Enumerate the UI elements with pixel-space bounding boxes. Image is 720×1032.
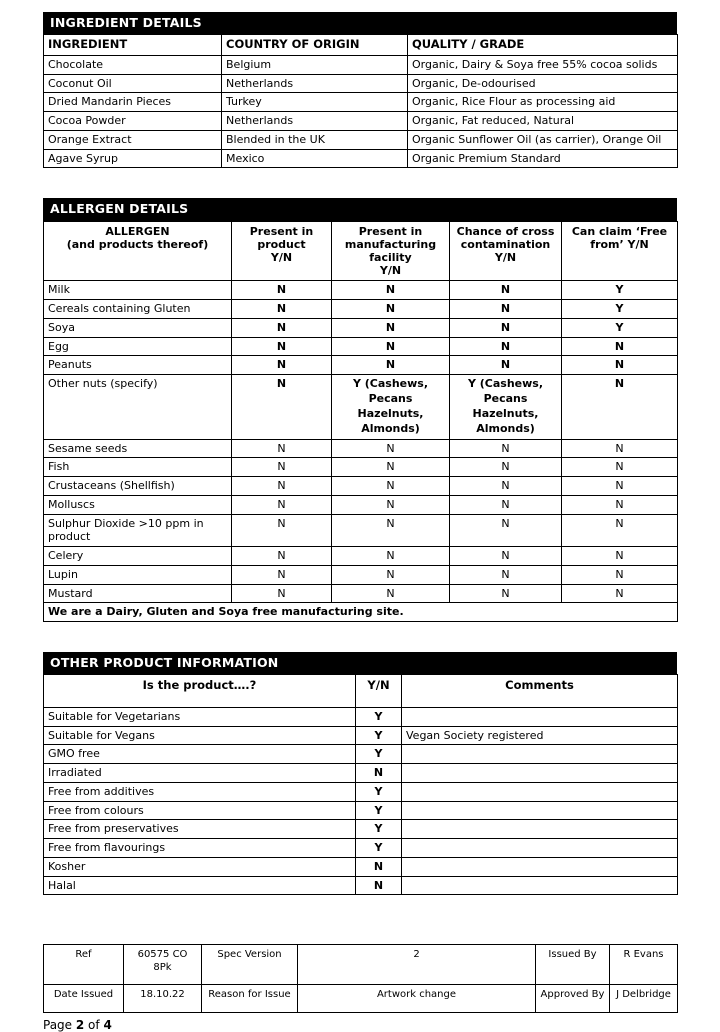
ingredient-details-banner: INGREDIENT DETAILS <box>43 12 677 34</box>
allergen-present-in-product: N <box>232 514 332 547</box>
table-row <box>44 820 678 839</box>
col-header-comments: Comments <box>402 675 678 707</box>
allergen-present-in-product: N <box>232 584 332 603</box>
allergen-present-in-facility: N <box>332 300 450 319</box>
table-row <box>44 149 678 168</box>
allergen-present-in-facility: N <box>332 477 450 496</box>
page-number <box>43 1013 677 1032</box>
allergen-name: Milk <box>44 281 232 300</box>
allergen-present-in-product: N <box>232 495 332 514</box>
allergen-present-in-product: N <box>232 356 332 375</box>
product-answer-yn: Y <box>356 820 402 839</box>
allergen-present-in-product: N <box>232 318 332 337</box>
allergen-free-from-claim: Y <box>562 281 678 300</box>
product-answer-yn: Y <box>356 726 402 745</box>
allergen-present-in-facility: N <box>332 439 450 458</box>
product-comment <box>402 707 678 726</box>
ingredient-quality: Organic Sunflower Oil (as carrier), Orange Oil <box>408 130 678 149</box>
allergen-present-in-facility: N <box>332 458 450 477</box>
footer-approved-by-value: J Delbridge <box>610 985 678 1013</box>
table-row <box>44 477 678 496</box>
ingredient-name: Agave Syrup <box>44 149 222 168</box>
page-number-prefix: Page <box>43 1017 76 1032</box>
table-row <box>44 281 678 300</box>
allergen-free-from-claim: N <box>562 565 678 584</box>
table-row <box>44 318 678 337</box>
allergen-present-in-facility: Y (Cashews, Pecans Hazelnuts, Almonds) <box>332 375 450 439</box>
allergen-present-in-facility: N <box>332 495 450 514</box>
product-comment <box>402 782 678 801</box>
allergen-cross-contamination: N <box>450 477 562 496</box>
allergen-site-note: We are a Dairy, Gluten and Soya free manufacturing site. <box>44 603 678 622</box>
table-row <box>44 726 678 745</box>
ingredient-quality: Organic, Fat reduced, Natural <box>408 112 678 131</box>
section-spacer-1 <box>43 168 677 198</box>
col-header-quality: QUALITY / GRADE <box>408 35 678 55</box>
allergen-free-from-claim: N <box>562 514 678 547</box>
allergen-name: Cereals containing Gluten <box>44 300 232 319</box>
product-comment <box>402 820 678 839</box>
allergen-free-from-claim: N <box>562 458 678 477</box>
footer-issued-by-value: R Evans <box>610 945 678 985</box>
allergen-name: Crustaceans (Shellfish) <box>44 477 232 496</box>
ingredient-name: Orange Extract <box>44 130 222 149</box>
allergen-present-in-product: N <box>232 547 332 566</box>
table-row <box>44 375 678 439</box>
product-question: Kosher <box>44 857 356 876</box>
table-row <box>44 458 678 477</box>
table-row <box>44 74 678 93</box>
footer-spec-version-value: 2 <box>298 945 536 985</box>
product-comment <box>402 764 678 783</box>
allergen-note-row <box>44 603 678 622</box>
ingredient-name: Coconut Oil <box>44 74 222 93</box>
allergen-cross-contamination: N <box>450 318 562 337</box>
allergen-name: Mustard <box>44 584 232 603</box>
allergen-cross-contamination: N <box>450 565 562 584</box>
table-header-row <box>44 35 678 55</box>
top-spacer <box>43 0 677 12</box>
allergen-name: Molluscs <box>44 495 232 514</box>
allergen-free-from-claim: N <box>562 477 678 496</box>
product-question: Free from colours <box>44 801 356 820</box>
ingredient-country: Mexico <box>222 149 408 168</box>
allergen-free-from-claim: N <box>562 375 678 439</box>
product-question: Halal <box>44 876 356 895</box>
document-footer <box>43 944 677 1032</box>
ingredient-quality: Organic, De-odourised <box>408 74 678 93</box>
allergen-details-table <box>43 221 678 622</box>
ingredient-details-table <box>43 34 678 168</box>
col-header-ingredient: INGREDIENT <box>44 35 222 55</box>
allergen-cross-contamination: N <box>450 281 562 300</box>
product-question: Free from flavourings <box>44 839 356 858</box>
allergen-free-from-claim: N <box>562 356 678 375</box>
allergen-name: Sulphur Dioxide >10 ppm in product <box>44 514 232 547</box>
footer-spec-version-label: Spec Version <box>202 945 298 985</box>
allergen-name: Other nuts (specify) <box>44 375 232 439</box>
allergen-name: Lupin <box>44 565 232 584</box>
page-number-middle: of <box>84 1017 104 1032</box>
product-comment <box>402 801 678 820</box>
footer-ref-label: Ref <box>44 945 124 985</box>
allergen-present-in-facility: N <box>332 584 450 603</box>
table-header-row <box>44 221 678 281</box>
ingredient-name: Dried Mandarin Pieces <box>44 93 222 112</box>
allergen-present-in-product: N <box>232 281 332 300</box>
other-product-information-banner: OTHER PRODUCT INFORMATION <box>43 652 677 674</box>
other-product-information-table <box>43 674 678 895</box>
allergen-cross-contamination: N <box>450 300 562 319</box>
product-comment <box>402 745 678 764</box>
allergen-free-from-claim: N <box>562 337 678 356</box>
allergen-present-in-product: N <box>232 458 332 477</box>
product-comment: Vegan Society registered <box>402 726 678 745</box>
table-row <box>44 495 678 514</box>
table-row <box>44 565 678 584</box>
product-question: Suitable for Vegetarians <box>44 707 356 726</box>
product-comment <box>402 876 678 895</box>
allergen-present-in-facility: N <box>332 356 450 375</box>
allergen-name: Soya <box>44 318 232 337</box>
allergen-present-in-product: N <box>232 477 332 496</box>
ingredient-quality: Organic Premium Standard <box>408 149 678 168</box>
ingredient-quality: Organic, Dairy & Soya free 55% cocoa solids <box>408 55 678 74</box>
product-answer-yn: N <box>356 764 402 783</box>
table-row <box>44 112 678 131</box>
table-row <box>44 707 678 726</box>
footer-date-issued-value: 18.10.22 <box>124 985 202 1013</box>
ingredient-country: Netherlands <box>222 112 408 131</box>
allergen-details-banner: ALLERGEN DETAILS <box>43 198 677 220</box>
allergen-cross-contamination: N <box>450 356 562 375</box>
allergen-cross-contamination: N <box>450 439 562 458</box>
allergen-free-from-claim: N <box>562 495 678 514</box>
footer-approved-by-label: Approved By <box>536 985 610 1013</box>
product-question: GMO free <box>44 745 356 764</box>
ingredient-name: Chocolate <box>44 55 222 74</box>
ingredient-country: Belgium <box>222 55 408 74</box>
document-page <box>43 0 677 895</box>
footer-date-issued-label: Date Issued <box>44 985 124 1013</box>
allergen-cross-contamination: N <box>450 547 562 566</box>
allergen-present-in-product: N <box>232 300 332 319</box>
table-row <box>44 745 678 764</box>
allergen-free-from-claim: N <box>562 439 678 458</box>
product-question: Irradiated <box>44 764 356 783</box>
table-row <box>44 782 678 801</box>
table-row <box>44 857 678 876</box>
col-header-yn: Y/N <box>356 675 402 707</box>
allergen-present-in-product: N <box>232 375 332 439</box>
product-question: Suitable for Vegans <box>44 726 356 745</box>
allergen-free-from-claim: Y <box>562 318 678 337</box>
product-answer-yn: Y <box>356 839 402 858</box>
allergen-cross-contamination: N <box>450 495 562 514</box>
col-header-free-from-claim: Can claim ‘Free from’ Y/N <box>562 221 678 281</box>
ingredient-country: Netherlands <box>222 74 408 93</box>
table-row <box>44 547 678 566</box>
col-header-question: Is the product….? <box>44 675 356 707</box>
col-header-present-in-product: Present in product Y/N <box>232 221 332 281</box>
table-row <box>44 130 678 149</box>
ingredient-quality: Organic, Rice Flour as processing aid <box>408 93 678 112</box>
allergen-name: Celery <box>44 547 232 566</box>
allergen-present-in-facility: N <box>332 281 450 300</box>
allergen-free-from-claim: N <box>562 584 678 603</box>
footer-reason-value: Artwork change <box>298 985 536 1013</box>
footer-reason-label: Reason for Issue <box>202 985 298 1013</box>
product-answer-yn: N <box>356 857 402 876</box>
allergen-present-in-product: N <box>232 337 332 356</box>
table-row <box>44 514 678 547</box>
table-row <box>44 839 678 858</box>
footer-meta-table <box>43 944 678 1013</box>
table-row <box>44 356 678 375</box>
allergen-free-from-claim: Y <box>562 300 678 319</box>
product-answer-yn: Y <box>356 745 402 764</box>
table-header-row <box>44 675 678 707</box>
page-number-total: 4 <box>103 1017 112 1032</box>
product-answer-yn: Y <box>356 801 402 820</box>
col-header-country: COUNTRY OF ORIGIN <box>222 35 408 55</box>
allergen-present-in-facility: N <box>332 318 450 337</box>
product-answer-yn: Y <box>356 782 402 801</box>
allergen-cross-contamination: N <box>450 584 562 603</box>
footer-row-2 <box>44 985 678 1013</box>
ingredient-country: Blended in the UK <box>222 130 408 149</box>
footer-row-1 <box>44 945 678 985</box>
section-spacer-2 <box>43 622 677 652</box>
footer-issued-by-label: Issued By <box>536 945 610 985</box>
footer-ref-value: 60575 CO 8Pk <box>124 945 202 985</box>
allergen-cross-contamination: N <box>450 458 562 477</box>
col-header-present-in-facility: Present in manufacturing facility Y/N <box>332 221 450 281</box>
allergen-present-in-facility: N <box>332 337 450 356</box>
allergen-cross-contamination: N <box>450 514 562 547</box>
table-row <box>44 801 678 820</box>
allergen-name: Fish <box>44 458 232 477</box>
allergen-present-in-facility: N <box>332 547 450 566</box>
table-row <box>44 876 678 895</box>
allergen-name: Peanuts <box>44 356 232 375</box>
allergen-present-in-facility: N <box>332 565 450 584</box>
product-answer-yn: Y <box>356 707 402 726</box>
allergen-present-in-product: N <box>232 565 332 584</box>
table-row <box>44 584 678 603</box>
product-answer-yn: N <box>356 876 402 895</box>
table-row <box>44 764 678 783</box>
ingredient-name: Cocoa Powder <box>44 112 222 131</box>
col-header-cross-contamination: Chance of cross contamination Y/N <box>450 221 562 281</box>
table-row <box>44 93 678 112</box>
page-number-current: 2 <box>75 1017 85 1032</box>
allergen-free-from-claim: N <box>562 547 678 566</box>
allergen-present-in-product: N <box>232 439 332 458</box>
allergen-name: Sesame seeds <box>44 439 232 458</box>
allergen-cross-contamination: N <box>450 337 562 356</box>
table-row <box>44 300 678 319</box>
product-comment <box>402 839 678 858</box>
product-comment <box>402 857 678 876</box>
allergen-cross-contamination: Y (Cashews, Pecans Hazelnuts, Almonds) <box>450 375 562 439</box>
allergen-present-in-facility: N <box>332 514 450 547</box>
allergen-name: Egg <box>44 337 232 356</box>
col-header-allergen: ALLERGEN (and products thereof) <box>44 221 232 281</box>
product-question: Free from preservatives <box>44 820 356 839</box>
ingredient-country: Turkey <box>222 93 408 112</box>
product-question: Free from additives <box>44 782 356 801</box>
table-row <box>44 439 678 458</box>
table-row <box>44 55 678 74</box>
table-row <box>44 337 678 356</box>
